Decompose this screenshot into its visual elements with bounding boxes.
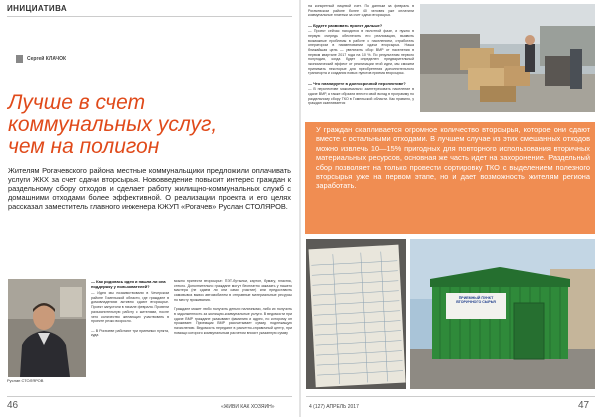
question-3: — Что планируете в долгосрочной перспективе?	[308, 81, 406, 87]
interview-column-3	[308, 4, 414, 106]
portrait-illustration	[8, 279, 86, 377]
article-title: Лучше в счет коммунальных услуг, чем на полигон	[8, 91, 218, 158]
footer-line-left	[7, 396, 292, 397]
question-2: — Будете развивать проект дальше?	[308, 23, 383, 29]
highlight-text: У граждан скапливается огромное количество вторсырья, которое они сдают вместе с остальными отходами. В лучшем случае из этих смешанных отходов можно извлечь 10—15% пригодных для повторного использования вторичных материальных ресурсов, основная же часть идет на захоронение. Раздельный сбор позволяет на только провести сортировку ТКО с выделением полезного вторсырья уже на первом этапе, но и дает возможность жителям региона заработать.	[316, 125, 590, 191]
page-number-left: 46	[7, 400, 19, 411]
page-spine	[299, 0, 301, 417]
author-name: Сергей КЛАЧОК	[27, 56, 67, 62]
rubric: ИНИЦИАТИВА	[7, 4, 68, 13]
article-lead: Жителям Рогачевского района местные коммунальщики предложили оплачивать услуги ЖКХ за счет сдачи вторсырья. Нововведение повысит интерес граждан к раздельному сбору отходов и сделает работу жилищно-коммунальных служб с домашними отходами более эффективной. О реализации проекта и его целях рассказал заместитель главного инженера КЖУП «Рогачев» Руслан СТОЛЯРОВ.	[8, 166, 291, 212]
answer-1: — Идея мы позаимствовали в Чечерском районе Гомельской области, где граждане в домовладениях активно сдают вторсырье. Проект запустили в начале февраля. Провели разъяснительную работу с жителями, после чего количество желающих участвовать в проекте резко возросло. — В Рогачеве работают три приемных пункта, куда	[91, 291, 169, 338]
interview-column-2	[174, 279, 292, 335]
answer-1-continued: можно принести вторсырье: ПЭТ-бутылки, картон, бумагу, пластик, стекло. Дополнительно граждане могут бесплатно заказать у нашего мастера (не сдаем ли они сами участие) или предоставить самовывоз вывоз автомобилем в отправные материальные ресурсы по месту проживания. Граждане может любо получить деньги наличными, либо их получить в задолженность за жилищно-коммунальные услуги. В ведомости при сдаче ВМР граждане указывают фамилию и адрес, по которому он проживает. Приемщик ВМР рассчитывает сумму, подлежащую начислению. Ведомость передают в расчетно-справочный центр, при помощи которого коммунальным расчетом вносит указанную сумму	[174, 279, 292, 335]
recycling-illustration	[420, 4, 595, 112]
booth-illustration	[410, 239, 595, 389]
magazine-name: «ЖИВИ КАК ХОЗЯИН»	[221, 404, 275, 410]
booth-sign: ПРИЕМНЫЙ ПУНКТ ВТОРИЧНОГО СЫРЬЯ	[456, 296, 496, 305]
issue-info: 4 (127) АПРЕЛЬ 2017	[309, 404, 359, 410]
author-marker	[16, 55, 23, 63]
ledger-photo	[306, 239, 406, 389]
ledger-illustration	[306, 239, 406, 389]
photo-caption: Руслан СТОЛЯРОВ	[7, 378, 44, 383]
question-1: — Как родилась идея и нашла ли она поддержку у пользователей?	[91, 279, 166, 289]
rubric-divider	[7, 16, 292, 17]
answer-1-end: на конкретный лицевой счет. По данным за февраль в Рогачевском районе более 40 человек уже оплатили коммунальные платежи за счет сдачи вторсырья.	[308, 4, 414, 18]
page-number-right: 47	[578, 400, 590, 411]
portrait-photo	[8, 279, 86, 377]
recycling-photo	[420, 4, 595, 112]
answer-2: — Проект сейчас находится в пилотной фазе, и нужно в первую очередь обеспечить его реализацию, выявить возможные проблемы в работе с населением, отработать оператором в наименовании сдачи вторсырья. Наша ближайшая цель — увеличить сбор ВМР от населения в первом квартале 2017 года на 10 %. По результатам первого полугодия, когда будет определен предварительный экономический эффект от реализации этой идеи, мы сможем принимать некоторые для преобретения дополнительного транспорта и создания новых пунктов приема вторсырья.	[308, 29, 414, 76]
answer-3: — В перспективе максимально заинтересовать население в сдаче ВМР, а также обрзали внести свой вклад в программу по раздельному сбору ТКО в Гомельской области. Как правило, у граждан скапливается	[308, 87, 414, 106]
interview-column-1	[91, 279, 169, 338]
booth-photo	[410, 239, 595, 389]
footer-line-right	[306, 396, 595, 397]
